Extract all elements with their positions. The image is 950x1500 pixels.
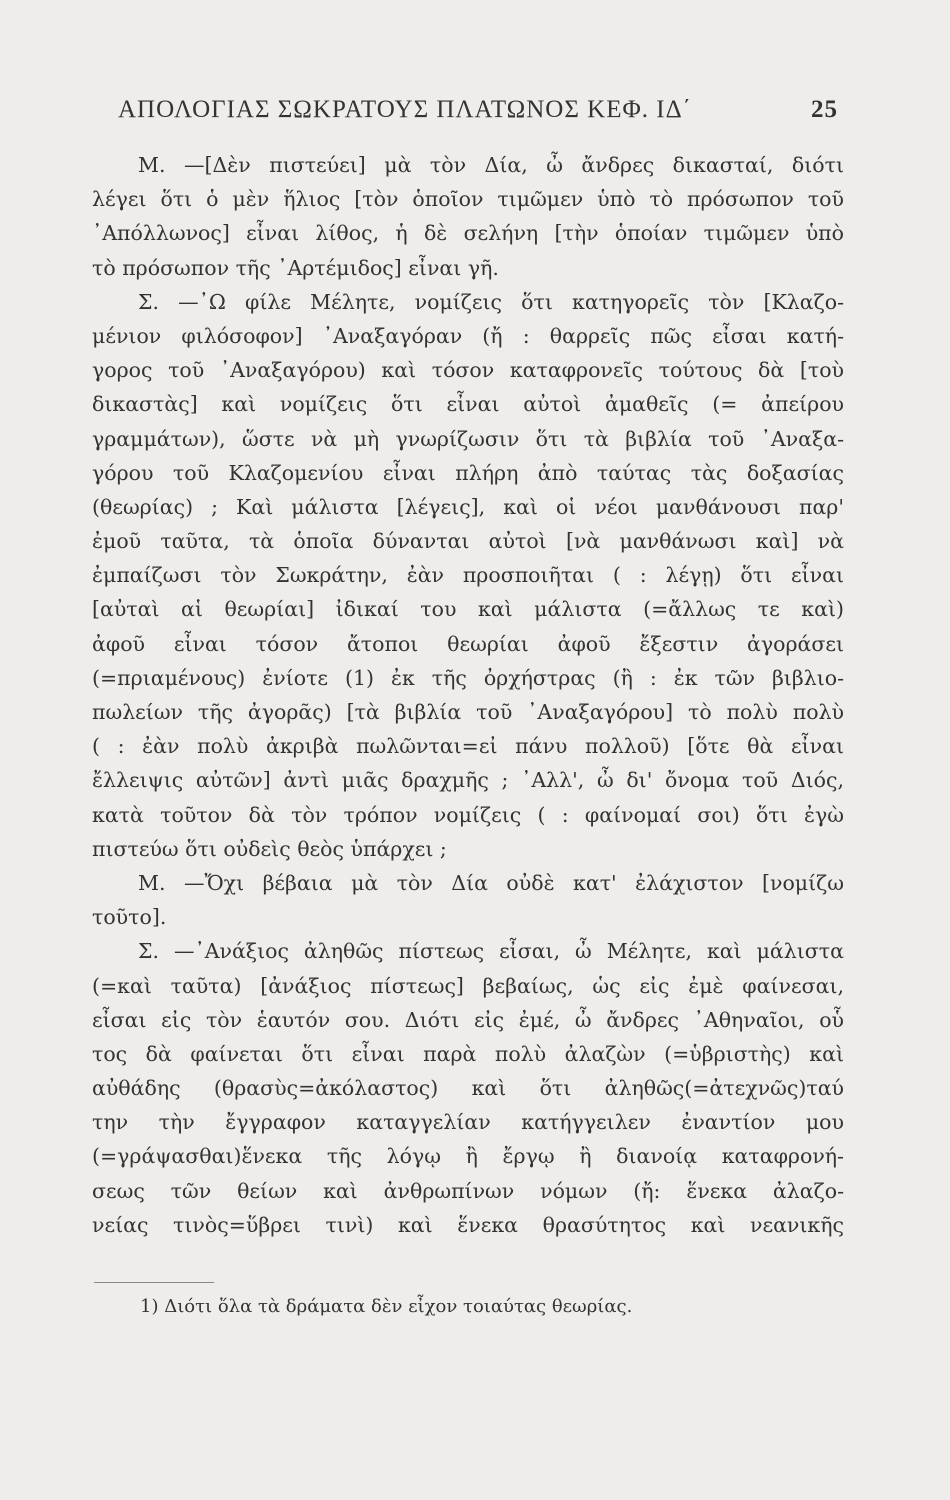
footnote: 1) Διότι ὅλα τὰ δράματα δὲν εἶχον τοιαύτας θεωρίας. (140, 1296, 633, 1317)
text-line: Σ. —᾿Ω φίλε Μέλητε, νομίζεις ὅτι κατηγορεῖς τὸν [Κλαζο- (138, 289, 844, 314)
text-line: [αὐταὶ αἱ θεωρίαι] ἰδικαί του καὶ μάλιστα (=ἄλλως τε καὶ) (92, 597, 844, 622)
text-line: ἐμπαίζωσι τὸν Σωκράτην, ἐὰν προσποιῆται ( : λέγῃ) ὅτι εἶναι (92, 563, 844, 588)
text-line: γορος τοῦ ᾿Αναξαγόρου) καὶ τόσον καταφρονεῖς τούτους δὰ [τοὺ (92, 358, 844, 383)
text-line: σεως τῶν θείων καὶ ἀνθρωπίνων νόμων (ἤ: ἕνεκα ἀλαζο- (92, 1178, 844, 1203)
running-head-title: ΑΠΟΛΟΓΙΑΣ ΣΩΚΡΑΤΟΥΣ ΠΛΑΤΩΝΟΣ ΚΕΦ. ΙΔ΄ (118, 96, 692, 123)
text-line: (=γράψασθαι)ἕνεκα τῆς λόγῳ ἢ ἔργῳ ἢ διανοίᾳ καταφρονή- (92, 1144, 844, 1169)
text-line: Μ. —[Δὲν πιστεύει] μὰ τὸν Δία, ὦ ἄνδρες δικασταί, διότι (138, 153, 844, 177)
text-line: ἐμοῦ ταῦτα, τὰ ὁποῖα δύνανται αὐτοὶ [νὰ μανθάνωσι καὶ] νὰ (92, 529, 844, 554)
text-line: λέγει ὅτι ὁ μὲν ἥλιος [τὸν ὁποῖον τιμῶμεν ὑπὸ τὸ πρόσωπον τοῦ (92, 187, 844, 212)
text-line: πιστεύω ὅτι οὐδεὶς θεὸς ὑπάρχει ; (92, 836, 447, 861)
page-number: 25 (811, 96, 838, 123)
text-line: κατὰ τοῦτον δὰ τὸν τρόπον νομίζεις ( : φαίνομαί σοι) ὅτι ἐγὼ (92, 802, 844, 827)
text-line: ἔλλειψις αὐτῶν] ἀντὶ μιᾶς δραχμῆς ; ᾿Αλλ', ὦ δι' ὄνομα τοῦ Διός, (92, 768, 844, 793)
text-line: (=πριαμένους) ἐνίοτε (1) ἐκ τῆς ὀρχήστρας (ἢ : ἐκ τῶν βιβλιο- (92, 665, 844, 690)
text-line: ᾿Απόλλωνος] εἶναι λίθος, ἡ δὲ σελήνη [τὴν ὁποίαν τιμῶμεν ὑπὸ (92, 221, 844, 246)
text-line: τοῦτο]. (92, 905, 167, 930)
text-line: αὐθάδης (θρασὺς=ἀκόλαστος) καὶ ὅτι ἀληθῶς(=ἀτεχνῶς)ταύ (92, 1076, 844, 1101)
text-line: νείας τινὸς=ὕβρει τινὶ) καὶ ἕνεκα θρασύτητος καὶ νεανικῆς (92, 1212, 844, 1237)
text-line: μένιον φιλόσοφον] ᾿Αναξαγόραν (ἤ : θαρρεῖς πῶς εἶσαι κατή- (92, 323, 844, 348)
text-line: εἶσαι εἰς τὸν ἑαυτόν σου. Διότι εἰς ἐμέ, ὦ ἄνδρες ᾿Αθηναῖοι, οὗ (92, 1007, 844, 1032)
text-line: πωλείων τῆς ἀγορᾶς) [τὰ βιβλία τοῦ ᾿Αναξαγόρου] τὸ πολὺ πολὺ (92, 700, 844, 724)
text-line: γόρου τοῦ Κλαζομενίου εἶναι πλήρη ἀπὸ ταύτας τὰς δοξασίας (92, 460, 844, 485)
text-line: ( : ἐὰν πολὺ ἀκριβὰ πωλῶνται=εἰ πάνυ πολλοῦ) [ὅτε θὰ εἶναι (92, 734, 844, 759)
text-line: (θεωρίας) ; Καὶ μάλιστα [λέγεις], καὶ οἱ νέοι μανθάνουσι παρ' (92, 494, 844, 519)
text-line: δικαστὰς] καὶ νομίζεις ὅτι εἶναι αὐτοὶ ἀμαθεῖς (= ἀπείρου (92, 392, 844, 417)
text-line: τος δὰ φαίνεται ὅτι εἶναι παρὰ πολὺ ἀλαζὼν (=ὑβριστὴς) καὶ (92, 1041, 844, 1066)
footnote-divider (94, 1282, 214, 1283)
text-line: (=καὶ ταῦτα) [ἀνάξιος πίστεως] βεβαίως, ὡς εἰς ἐμὲ φαίνεσαι, (92, 973, 844, 998)
text-line: την τὴν ἔγγραφον καταγγελίαν κατήγγειλεν ἐναντίον μου (92, 1110, 844, 1135)
text-line: γραμμάτων), ὥστε νὰ μὴ γνωρίζωσιν ὅτι τὰ βιβλία τοῦ ᾿Αναξα- (92, 426, 844, 451)
running-head (118, 96, 838, 132)
text-line: ἀφοῦ εἶναι τόσον ἄτοποι θεωρίαι ἀφοῦ ἔξεστιν ἀγοράσει (92, 631, 844, 656)
text-line: τὸ πρόσωπον τῆς ᾿Αρτέμιδος] εἶναι γῆ. (92, 255, 499, 280)
text-line: Μ. —Ὄχι βέβαια μὰ τὸν Δία οὐδὲ κατ' ἐλάχιστον [νομίζω (138, 870, 844, 895)
text-line: Σ. —᾿Ανάξιος ἀληθῶς πίστεως εἶσαι, ὦ Μέλητε, καὶ μάλιστα (138, 939, 844, 964)
body-text (92, 148, 844, 1242)
